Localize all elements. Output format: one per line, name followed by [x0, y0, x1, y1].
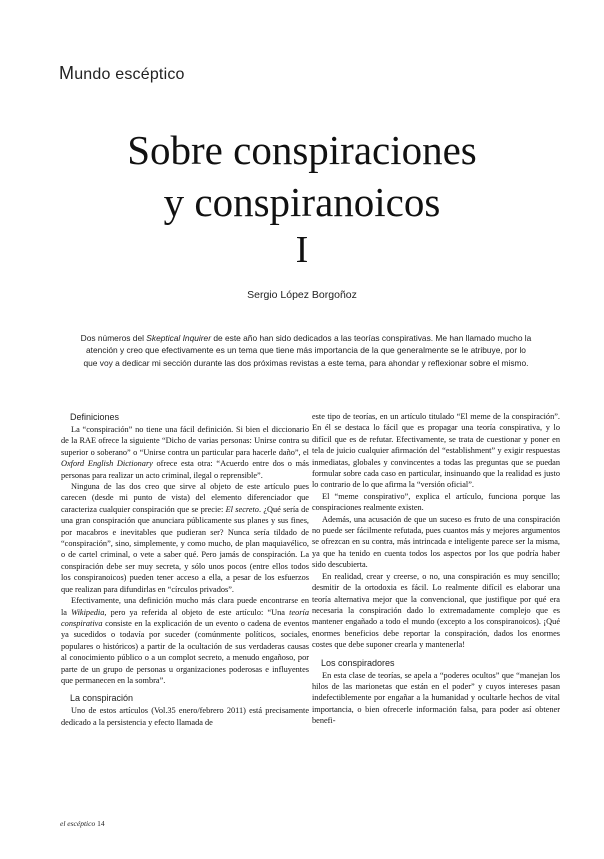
body-paragraph — [61, 595, 309, 686]
body-paragraph: Uno de estos artículos (Vol.35 enero/febrero 2011) está precisamente dedicado a la persistencia y efecto llamada de — [61, 706, 309, 727]
section-label — [59, 63, 185, 84]
article-title-line-1: Sobre conspiraciones — [127, 127, 477, 173]
text-run: ofrece esta otra: “Acuerdo entre dos o más personas para realizar un acto criminal, ilegal o reprensible”. — [61, 459, 309, 480]
italic-run: teoría conspirativa — [61, 607, 309, 628]
text-run: . ¿Qué sería de una gran conspiración que anunciara públicamente sus planes y sus fines, por macabros e inevitables que pudieran ser? Nunca sería tildado de “conspiración”, sino, simplemente, y como mucho, de plan maquiavélico, o de cartel criminal, o vete a saber qué. Pero jamás de conspiración. La conspiración debe ser muy secreta, y sólo unos pocos (entre ellos todos los conspiranoicos) pueden tener acceso a ella, a pesar de los esfuerzos que realizan para difundirlas en “círculos privados”. — [61, 504, 310, 594]
body-paragraph — [61, 424, 309, 481]
body-paragraph: este tipo de teorías, en un artículo titulado “El meme de la conspiración”. En él se destaca lo fácil que es propagar una teoría conspirativa, y lo difícil que es de refutar. Efectivamente, se trata de cuestionar y poner en tela de juicio cualquier afirmación del “establishment” y exigir respuestas inmediatas, globales y convincentes a todas las preguntas que se puedan formular sobre cada caso en particular, insinuando que la realidad es justo lo contrario de lo que afirma la “versión oficial”. — [312, 412, 560, 490]
body-column-left — [61, 411, 309, 728]
page-footer — [60, 819, 105, 828]
article-part-number: I — [295, 229, 309, 271]
article-title-line-2: y conspiranoicos — [163, 179, 441, 225]
text-run: Ninguna de las dos creo que sirve al objeto de este artículo pues carecen (desde mi punto de vista) del elemento diferenciador que caracteriza cualquier conspiración que se precie: — [61, 482, 309, 514]
body-paragraph — [61, 481, 309, 595]
body-paragraph: Además, una acusación de que un suceso es fruto de una conspiración no puede ser fácilmente refutada, pues cuantos más y mejores argumentos se ofrezcan en su contra, más intrincada e inteligente parece ser la misma, ya que ha tenido en cuenta todos los aspectos por los que podría haber sido descubierta. — [312, 514, 560, 570]
text-run: consiste en la explicación de un evento o cadena de eventos ya sucedidos o todavía por suceder (comúnmente políticos, sociales, populares o históricos) a partir de la ocultación de sus verdaderas causas al conocimiento público o a un complot secreto, a menudo engañoso, por parte de un grupo de personas u organizaciones poderosas e influyentes que permanecen en la sombra”. — [61, 618, 309, 685]
body-paragraph: En esta clase de teorías, se apela a “poderes ocultos” que “manejan los hilos de las marionetas que están en el poder” y cuyos intereses pasan indefectiblemente por engañar a la humanidad y ocultarle hechos de vital importancia, o bien ofrecerle información falsa, para poder así obtener benefi- — [312, 670, 560, 726]
body-paragraph: En realidad, crear y creerse, o no, una conspiración es muy sencillo; desmitir de la ortodoxia es fácil. Lo realmente difícil es elaborar una teoría alternativa mejor que la convencional, que justifique por qué era necesaria la conspiración dado lo extremadamente complejo que es mantener engañado a todo el mundo (excepto a los conspiranoicos). ¡Qué enormes beneficios debe reportar la conspiración, dados los enormes costes que debe suponer crearla y mantenerla! — [312, 571, 560, 650]
abstract-magazine-name: Skeptical Inquirer — [146, 333, 212, 343]
heading-definiciones: Definiciones — [70, 412, 120, 422]
heading-los-conspiradores: Los conspiradores — [321, 657, 395, 668]
body-column-right — [312, 411, 560, 727]
text-run: , pero ya referida al objeto de este artículo: “Una — [104, 607, 290, 617]
italic-run: Oxford English Dictionary — [61, 459, 153, 469]
abstract-text: Dos números del — [80, 333, 147, 343]
text-run: Efectivamente, una definición mucho más clara puede encontrarse en la — [61, 596, 309, 617]
text-run: La “conspiración” no tiene una fácil definición. Si bien el diccionario de la RAE ofrece la siguiente “Dicho de varias personas: Unirse contra su superior o soberano” o “Unirse contra un particular para hacerle daño”, el — [61, 425, 309, 457]
footer-magazine-name: el escéptico — [60, 819, 96, 828]
section-initial: M — [59, 63, 75, 83]
abstract-text: de este año han sido dedicados a las teorías conspirativas. Me han llamado mucho la atención y creo que efectivamente es un tema que tiene más importancia de la que generalmente se le atribuye, por lo que voy a dedicar mi sección durante las dos próximas revistas a este tema, para ahondar y reflexionar sobre el mismo. — [83, 333, 532, 368]
article-abstract — [80, 332, 532, 369]
page-number: 14 — [97, 819, 105, 828]
heading-la-conspiracion: La conspiración — [70, 693, 134, 704]
italic-run: El secreto — [225, 504, 259, 514]
body-paragraph: El “meme conspirativo”, explica el artículo, funciona porque las conspiraciones realmente existen. — [312, 491, 560, 513]
section-name: undo escéptico — [74, 66, 185, 83]
italic-run: Wikipedia — [71, 607, 105, 617]
author-byline: Sergio López Borgoñoz — [247, 289, 357, 301]
